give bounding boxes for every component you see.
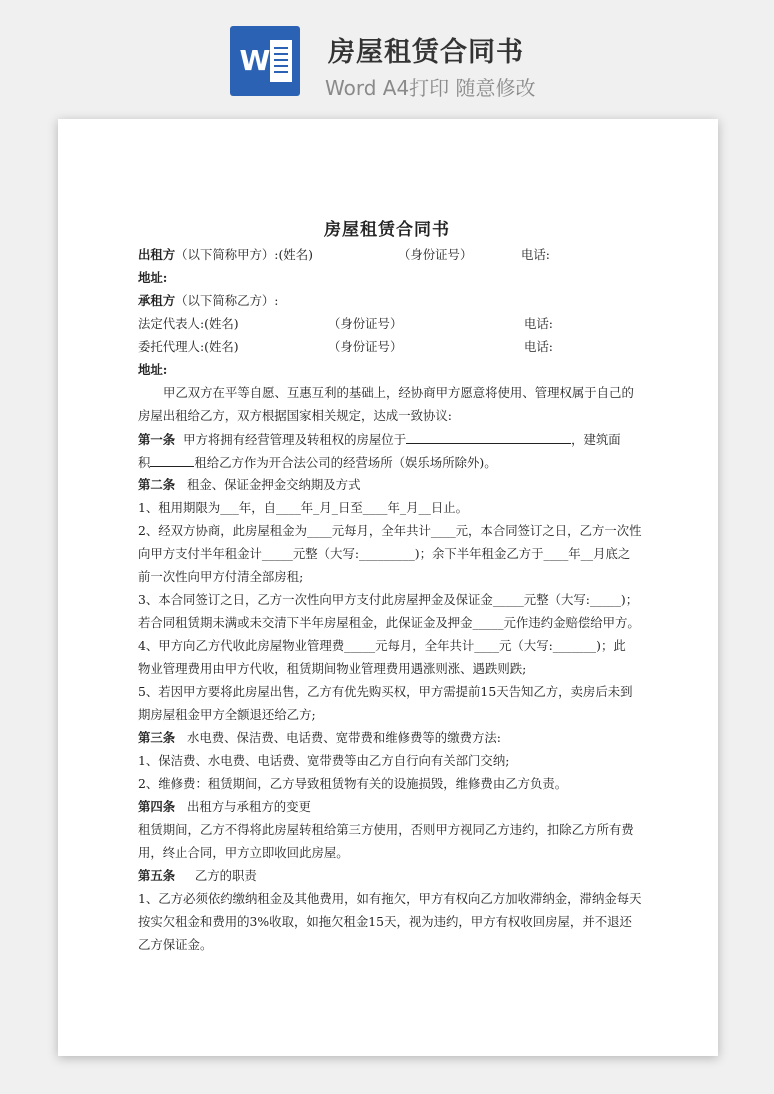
document-title: 房屋租赁合同书 [324, 220, 450, 240]
article-2-item-3-line2: 若合同租赁期未满或未交清下半年房屋租金，此保证金及押金_____元作违约金赔偿给甲方。 [138, 615, 640, 630]
legal-rep-line [138, 314, 636, 334]
article-5-label: 第五条 [138, 868, 176, 883]
article-2-item-2-line1: 2、经双方协商，此房屋租金为____元每月，全年共计____元，本合同签订之日，乙方一次性 [138, 523, 642, 538]
article-2-item-1: 1、租用期限为___年，自____年_月_日至____年_月__日止。 [138, 500, 469, 515]
article-2-item-2-line2: 向甲方支付半年租金计_____元整（大写:_________)；余下半年租金乙方于____年__月底之 [138, 546, 631, 561]
agent-id-label: （身份证号） [328, 339, 403, 354]
agent-phone-label: 电话: [524, 339, 553, 354]
article-2-item-4-line1: 4、甲方向乙方代收此房屋物业管理费_____元每月，全年共计____元（大写:_______)；此 [138, 638, 626, 653]
article-1-line1 [138, 429, 636, 449]
article-4-title: 出租方与承租方的变更 [187, 799, 311, 814]
article-2-item-5-line2: 期房屋租金甲方全额退还给乙方; [138, 707, 316, 722]
article-5-item-1-line3: 乙方保证金。 [138, 937, 213, 952]
article-2-heading [138, 475, 360, 495]
legal-rep-id-label: （身份证号） [328, 316, 403, 331]
article-5-title: 乙方的职责 [194, 868, 257, 883]
article-1-line2 [138, 452, 497, 472]
article-2-item-3-line1: 3、本合同签订之日，乙方一次性向甲方支付此房屋押金及保证金_____元整（大写:_____)； [138, 592, 639, 607]
article-2-item-2-line3: 前一次性向甲方付清全部房租; [138, 569, 304, 584]
article-1-text2: ，建筑面 [571, 432, 621, 447]
lessee-address-label: 地址: [138, 362, 168, 377]
article-3-item-1: 1、保洁费、水电费、电话费、宽带费等由乙方自行向有关部门交纳; [138, 753, 510, 768]
agent-line [138, 337, 636, 357]
article-5-heading [138, 866, 257, 886]
article-1-label: 第一条 [138, 432, 176, 447]
banner-title: 房屋租赁合同书 [328, 37, 524, 68]
intro-paragraph-line2: 房屋出租给乙方，双方根据国家相关规定，达成一致协议: [138, 408, 452, 423]
article-5-item-1-line1: 1、乙方必须依约缴纳租金及其他费用，如有拖欠，甲方有权向乙方加收滞纳金，滞纳金每天 [138, 891, 642, 906]
lessee-label: 承租方 [138, 293, 176, 308]
article-2-item-4-line2: 物业管理费用由甲方代收，租赁期间物业管理费用遇涨则涨、遇跌则跌; [138, 661, 527, 676]
article-1-text1: 甲方将拥有经营管理及转租权的房屋位于 [183, 432, 407, 447]
article-2-label: 第二条 [138, 477, 176, 492]
article-3-title: 水电费、保洁费、电话费、宽带费和维修费等的缴费方法: [187, 730, 501, 745]
legal-rep-phone-label: 电话: [524, 316, 553, 331]
word-logo-letter: W [239, 44, 271, 77]
lessee-rest: （以下简称乙方）: [175, 293, 279, 308]
agent-label: 委托代理人:(姓名) [138, 339, 239, 354]
article-2-item-5-line1: 5、若因甲方要将此房屋出售，乙方有优先购买权，甲方需提前15天告知乙方，卖房后未到 [138, 684, 633, 699]
article-1-text4: 租给乙方作为开合法公司的经营场所（娱乐场所除外)。 [194, 455, 497, 470]
word-document-icon [230, 26, 300, 96]
lessor-label: 出租方 [138, 247, 176, 262]
article-4-heading [138, 797, 311, 817]
article-4-text-line1: 租赁期间，乙方不得将此房屋转租给第三方使用，否则甲方视同乙方违约，扣除乙方所有费 [138, 822, 634, 837]
lessor-rest: （以下简称甲方）:(姓名) [175, 247, 313, 262]
article-3-item-2: 2、维修费：租赁期间，乙方导致租赁物有关的设施损毁，维修费由乙方负责。 [138, 776, 568, 791]
location-blank [406, 429, 571, 444]
document-page [58, 119, 718, 1056]
banner-header [0, 0, 774, 112]
article-4-label: 第四条 [138, 799, 176, 814]
lessor-address-label: 地址: [138, 270, 168, 285]
lessor-phone-label: 电话: [521, 247, 550, 262]
lessor-line [138, 245, 636, 265]
article-5-item-1-line2: 按实欠租金和费用的3%收取，如拖欠租金15天，视为违约，甲方有权收回房屋，并不退还 [138, 914, 632, 929]
lessee-line [138, 291, 278, 311]
document-lines-icon [270, 40, 292, 82]
intro-paragraph-line1: 甲乙双方在平等自愿、互惠互利的基础上，经协商甲方愿意将使用、管理权属于自己的 [163, 385, 634, 400]
article-1-text3: 积 [138, 455, 151, 470]
article-2-title: 租金、保证金押金交纳期及方式 [187, 477, 361, 492]
area-blank [150, 452, 194, 467]
article-3-heading [138, 728, 501, 748]
article-3-label: 第三条 [138, 730, 176, 745]
banner-subtitle: Word A4打印 随意修改 [325, 76, 536, 100]
legal-rep-label: 法定代表人:(姓名) [138, 316, 239, 331]
lessor-id-label: （身份证号） [398, 247, 473, 262]
article-4-text-line2: 用，终止合同，甲方立即收回此房屋。 [138, 845, 349, 860]
